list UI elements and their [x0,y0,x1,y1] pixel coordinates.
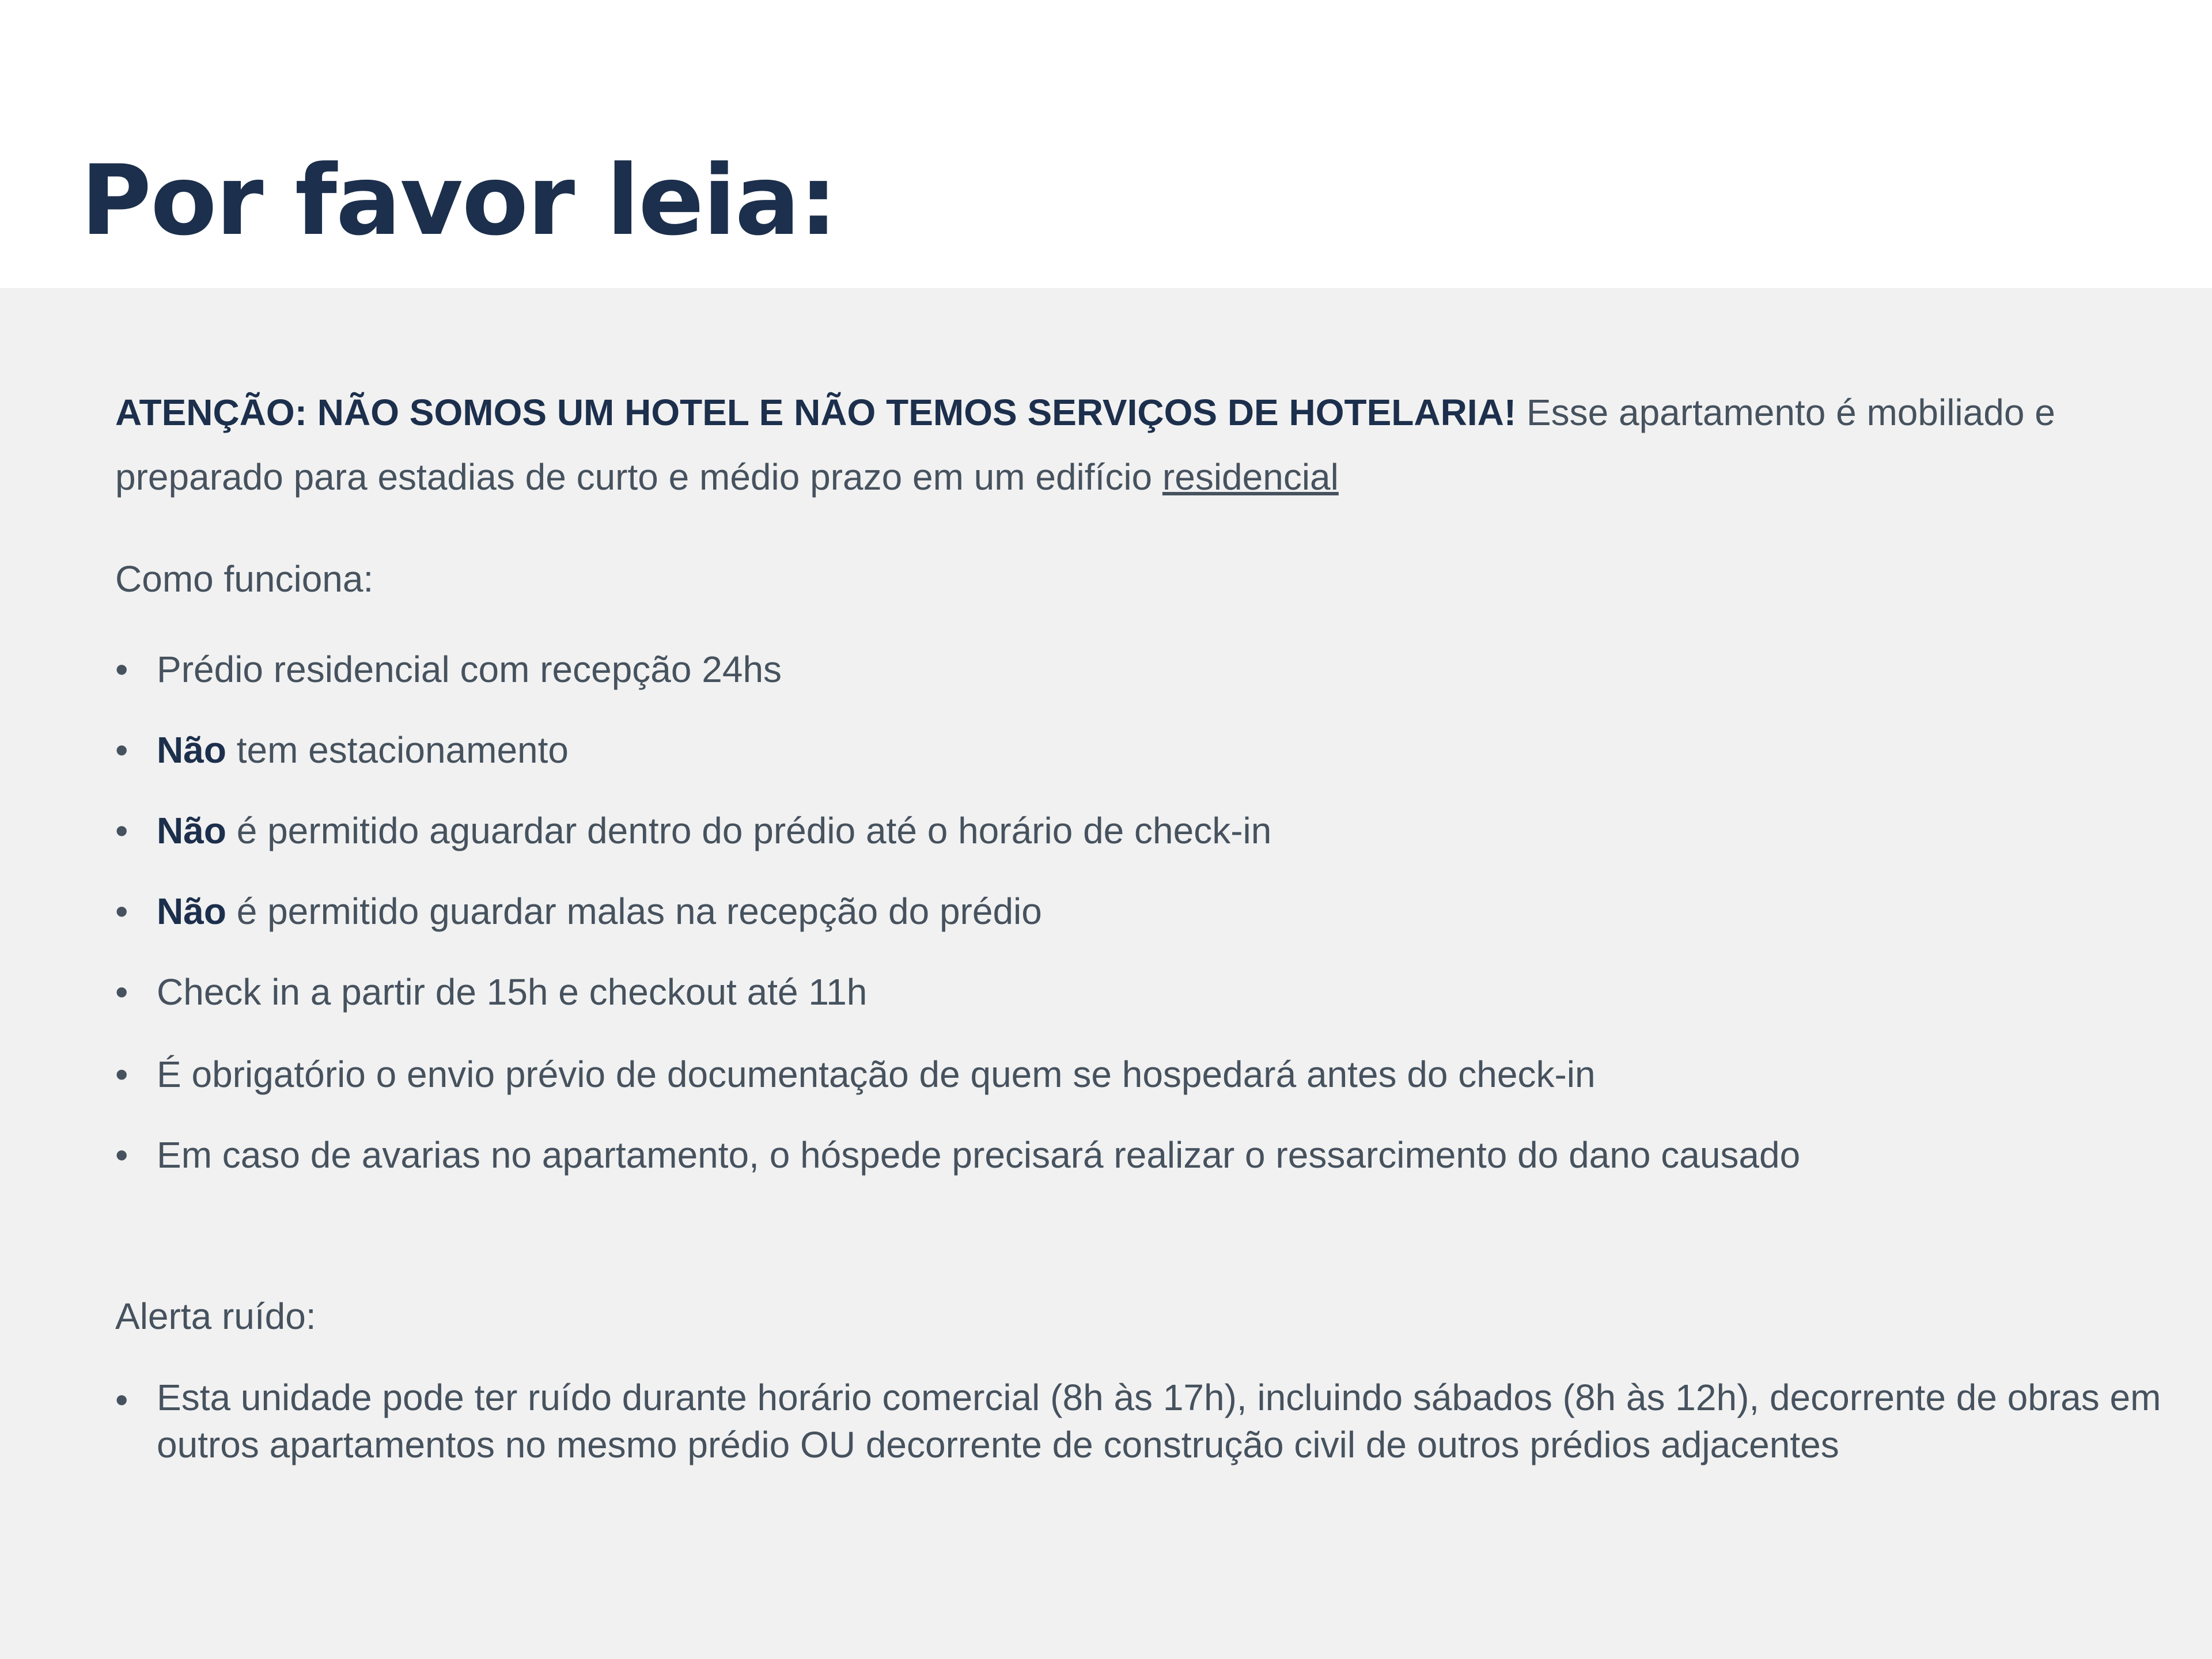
list-item-text: Check in a partir de 15h e checkout até 11h [157,971,868,1013]
bullet-icon: • [115,971,128,1013]
alerta-ruido-heading: Alerta ruído: [115,1296,316,1337]
intro-paragraph [115,380,2097,509]
list-item-bold: Não [157,729,226,771]
bullet-icon: • [115,729,128,771]
list-item-text: Esta unidade pode ter ruído durante horário comercial (8h às 17h), incluindo sábados (8h às 12h), decorrente de obras em outros apartamentos no mesmo prédio OU decorrente de construção civil de outros prédios adjacentes [157,1377,2161,1465]
residencial-link[interactable]: residencial [1162,456,1339,498]
bullet-icon: • [115,891,128,932]
bullet-icon: • [115,649,128,690]
list-item-text: É obrigatório o envio prévio de documentação de quem se hospedará antes do check-in [157,1054,1596,1095]
list-item-bold: Não [157,810,226,851]
list-item-text: é permitido guardar malas na recepção do prédio [226,891,1042,932]
como-funciona-heading: Como funciona: [115,558,374,600]
list-item-text: Em caso de avarias no apartamento, o hóspede precisará realizar o ressarcimento do dano causado [157,1134,1801,1176]
bullet-icon: • [115,1379,128,1421]
bullet-icon: • [115,810,128,851]
list-item-bold: Não [157,891,226,932]
list-item-text: Prédio residencial com recepção 24hs [157,649,782,690]
bullet-icon: • [115,1054,128,1095]
page-title: Por favor leia: [81,144,837,257]
list-item-text: é permitido aguardar dentro do prédio até o horário de check-in [226,810,1272,851]
warning-text: ATENÇÃO: NÃO SOMOS UM HOTEL E NÃO TEMOS SERVIÇOS DE HOTELARIA! [115,392,1517,433]
bullet-icon: • [115,1134,128,1176]
list-item-text: tem estacionamento [226,729,569,771]
header [0,0,2212,288]
intro-text: Esse apartamento é mobiliado e preparado para estadias de curto e médio prazo em um edifício [115,392,2055,498]
